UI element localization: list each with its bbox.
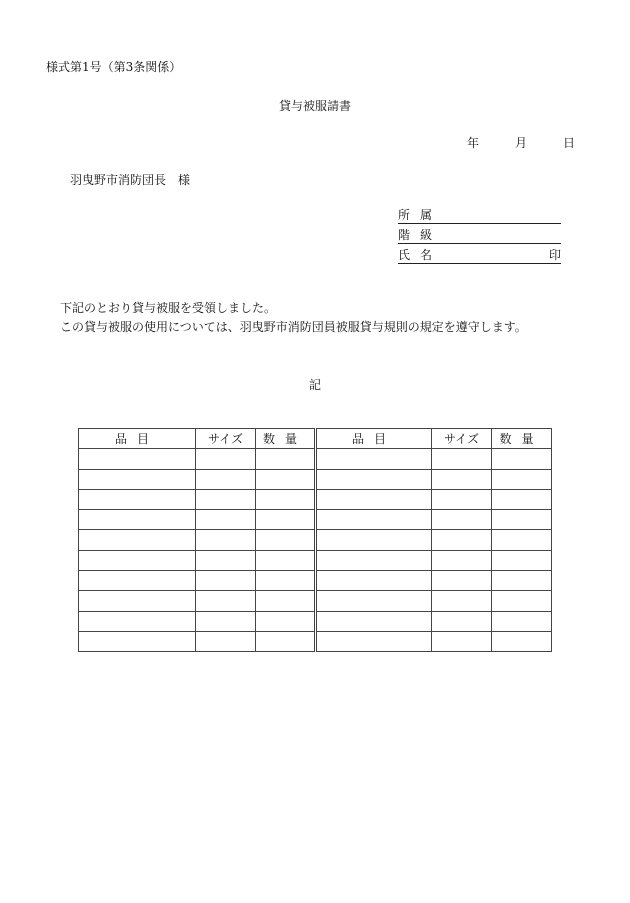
table-cell[interactable]: [79, 631, 196, 651]
table-cell[interactable]: [79, 530, 196, 550]
table-cell[interactable]: [196, 571, 256, 591]
table-cell[interactable]: [196, 591, 256, 611]
table-row: [79, 469, 552, 489]
rank-field[interactable]: [398, 226, 561, 244]
table-cell[interactable]: [432, 489, 492, 509]
table-cell[interactable]: [492, 530, 552, 550]
table-cell[interactable]: [316, 530, 432, 550]
table-header-row: [79, 429, 552, 449]
addressee: 羽曳野市消防団長 様: [70, 173, 191, 187]
header-item: 品目: [79, 429, 196, 449]
table-cell[interactable]: [432, 510, 492, 530]
header-size-2: サイズ: [432, 429, 492, 449]
name-field[interactable]: [398, 246, 561, 264]
table-cell[interactable]: [79, 510, 196, 530]
table-cell[interactable]: [196, 469, 256, 489]
table-cell[interactable]: [492, 489, 552, 509]
table-cell[interactable]: [79, 469, 196, 489]
table-cell[interactable]: [256, 530, 316, 550]
table-cell[interactable]: [79, 591, 196, 611]
table-row: [79, 449, 552, 469]
table-cell[interactable]: [196, 449, 256, 469]
table-row: [79, 571, 552, 591]
header-size: サイズ: [196, 429, 256, 449]
document-title: 貸与被服請書: [278, 99, 351, 113]
seal-mark: 印: [548, 248, 561, 262]
header-item-2: 品目: [316, 429, 432, 449]
table-cell[interactable]: [492, 550, 552, 570]
table-cell[interactable]: [316, 550, 432, 570]
table-cell[interactable]: [492, 631, 552, 651]
table-cell[interactable]: [79, 449, 196, 469]
body-text-line-1: 下記のとおり貸与被服を受領しました。: [60, 301, 277, 315]
table-cell[interactable]: [316, 449, 432, 469]
table-cell[interactable]: [432, 631, 492, 651]
table-cell[interactable]: [79, 611, 196, 631]
header-quantity: 数量: [256, 429, 316, 449]
table-cell[interactable]: [256, 591, 316, 611]
table-cell[interactable]: [316, 571, 432, 591]
table-row: [79, 530, 552, 550]
table-cell[interactable]: [432, 571, 492, 591]
table-cell[interactable]: [256, 510, 316, 530]
table-cell[interactable]: [196, 510, 256, 530]
table-cell[interactable]: [256, 611, 316, 631]
table-row: [79, 510, 552, 530]
table-cell[interactable]: [492, 449, 552, 469]
table-row: [79, 631, 552, 651]
table-cell[interactable]: [432, 530, 492, 550]
table-cell[interactable]: [256, 571, 316, 591]
items-table: [78, 428, 552, 652]
date-month-label: 月: [515, 136, 528, 150]
header-quantity-2: 数量: [492, 429, 552, 449]
table-row: [79, 489, 552, 509]
body-text-line-2: この貸与被服の使用については、羽曳野市消防団員被服貸与規則の規定を遵守します。: [60, 320, 527, 334]
table-row: [79, 611, 552, 631]
table-row: [79, 550, 552, 570]
table-cell[interactable]: [316, 591, 432, 611]
table-cell[interactable]: [196, 631, 256, 651]
table-cell[interactable]: [196, 530, 256, 550]
table-cell[interactable]: [256, 489, 316, 509]
table-cell[interactable]: [316, 489, 432, 509]
affiliation-label: 所属: [398, 208, 443, 222]
table-cell[interactable]: [196, 489, 256, 509]
rank-label: 階級: [398, 228, 443, 242]
table-cell[interactable]: [432, 449, 492, 469]
table-cell[interactable]: [492, 611, 552, 631]
table-cell[interactable]: [492, 591, 552, 611]
table-cell[interactable]: [492, 469, 552, 489]
table-cell[interactable]: [432, 591, 492, 611]
table-cell[interactable]: [432, 469, 492, 489]
table-cell[interactable]: [492, 571, 552, 591]
ki-heading: 記: [308, 378, 321, 392]
table-cell[interactable]: [79, 571, 196, 591]
table-cell[interactable]: [316, 510, 432, 530]
table-cell[interactable]: [256, 550, 316, 570]
form-number: 様式第1号（第3条関係）: [46, 60, 182, 74]
date-day-label: 日: [563, 136, 576, 150]
table-cell[interactable]: [316, 611, 432, 631]
affiliation-field[interactable]: [398, 206, 561, 224]
table-cell[interactable]: [79, 489, 196, 509]
table-cell[interactable]: [196, 611, 256, 631]
table-cell[interactable]: [316, 469, 432, 489]
name-label: 氏名: [398, 248, 443, 262]
table-cell[interactable]: [256, 469, 316, 489]
table-cell[interactable]: [196, 550, 256, 570]
table-cell[interactable]: [256, 631, 316, 651]
table-cell[interactable]: [79, 550, 196, 570]
table-row: [79, 591, 552, 611]
table-cell[interactable]: [432, 611, 492, 631]
table-cell[interactable]: [316, 631, 432, 651]
table-cell[interactable]: [492, 510, 552, 530]
date-year-label: 年: [467, 136, 480, 150]
table-cell[interactable]: [432, 550, 492, 570]
table-cell[interactable]: [256, 449, 316, 469]
